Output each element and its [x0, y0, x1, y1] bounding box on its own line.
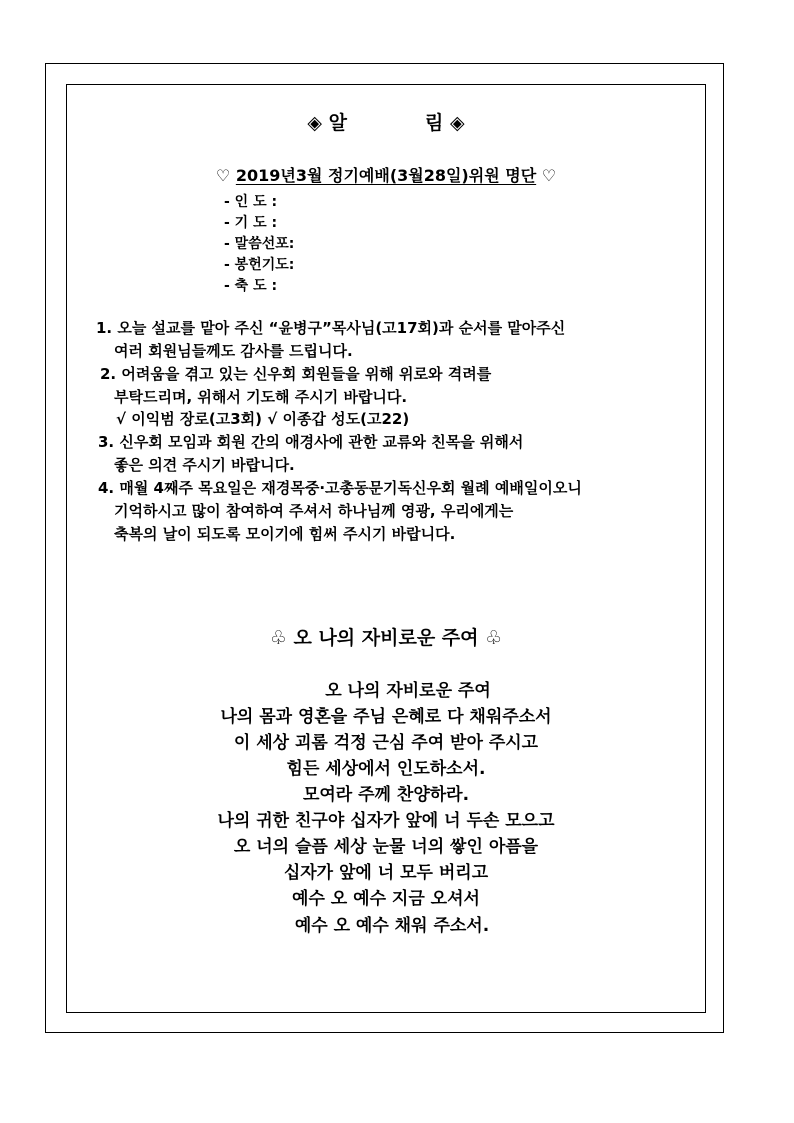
lyric-line: 십자가 앞에 너 모두 버리고 — [283, 863, 489, 883]
diamond-icon: ◈ — [449, 112, 465, 134]
role-prayer: - 기 도 : — [224, 215, 278, 231]
lyric-line: 예수 오 예수 채워 주소서. — [294, 916, 490, 936]
lyric-line: 오 너의 슬픔 세상 눈물 너의 쌓인 아픔을 — [233, 837, 539, 857]
notice-item-1-line-1: 1. 오늘 설교를 맡아 주신 “윤병구”목사님(고17회)과 순서를 맡아주신 — [96, 319, 566, 337]
notice-item-2-line-3: √ 이익범 장로(고3회) √ 이종갑 성도(고22) — [116, 410, 410, 428]
lyric-line: 이 세상 괴롬 걱정 근심 주여 받아 주시고 — [233, 733, 539, 753]
club-icon: ♧ — [485, 627, 503, 649]
lyric-line: 모여라 주께 찬양하라. — [302, 785, 470, 805]
notice-item-4-line-2: 기억하시고 많이 참여하여 주셔서 하나님께 영광, 우리에게는 — [114, 502, 514, 520]
notice-item-1-line-2: 여러 회원님들께도 감사를 드립니다. — [114, 342, 353, 360]
notice-item-3-line-1: 3. 신우회 모임과 회원 간의 애경사에 관한 교류와 친목을 위해서 — [98, 433, 524, 451]
club-icon: ♧ — [269, 627, 287, 649]
role-offering-prayer: - 봉헌기도: — [224, 257, 295, 273]
notice-item-3-line-2: 좋은 의견 주시기 바랍니다. — [114, 456, 295, 474]
service-committee-heading — [66, 164, 706, 188]
notice-item-2-line-2: 부탁드리며, 위해서 기도해 주시기 바랍니다. — [114, 388, 408, 406]
role-list — [224, 192, 294, 297]
hymn-title-text: 오 나의 자비로운 주여 — [293, 627, 479, 649]
lyric-line: 나의 귀한 친구야 십자가 앞에 너 두손 모으고 — [217, 811, 555, 831]
lyric-line: 예수 오 예수 지금 오셔서 — [292, 889, 480, 909]
diamond-icon: ◈ — [307, 112, 323, 134]
hymn-title — [66, 625, 706, 651]
heart-icon: ♡ — [215, 166, 231, 185]
notice-item-4-line-1: 4. 매월 4째주 목요일은 재경목중·고총동문기독신우회 월례 예배일이오니 — [98, 479, 582, 497]
role-sermon: - 말씀선포: — [224, 236, 295, 252]
lyric-line: 힘든 세상에서 인도하소서. — [286, 759, 486, 779]
lyric-line: 나의 몸과 영혼을 주님 은혜로 다 채워주소서 — [220, 707, 552, 727]
notice-item-4-line-3: 축복의 날이 되도록 모이기에 힘써 주시기 바랍니다. — [114, 525, 456, 543]
heart-icon: ♡ — [541, 166, 557, 185]
role-benediction: - 축 도 : — [224, 278, 278, 294]
lyric-line: 오 나의 자비로운 주여 — [325, 681, 491, 701]
notice-title — [66, 110, 706, 136]
role-leader: - 인 도 : — [224, 194, 278, 210]
title-part-1: 알 — [328, 112, 347, 134]
notice-item-2-line-1: 2. 어려움을 겪고 있는 신우회 회원들을 위해 위로와 격려를 — [100, 365, 492, 383]
service-committee-title: 2019년3월 정기예배(3월28일)위원 명단 — [235, 166, 537, 185]
title-part-2: 림 — [425, 112, 444, 134]
